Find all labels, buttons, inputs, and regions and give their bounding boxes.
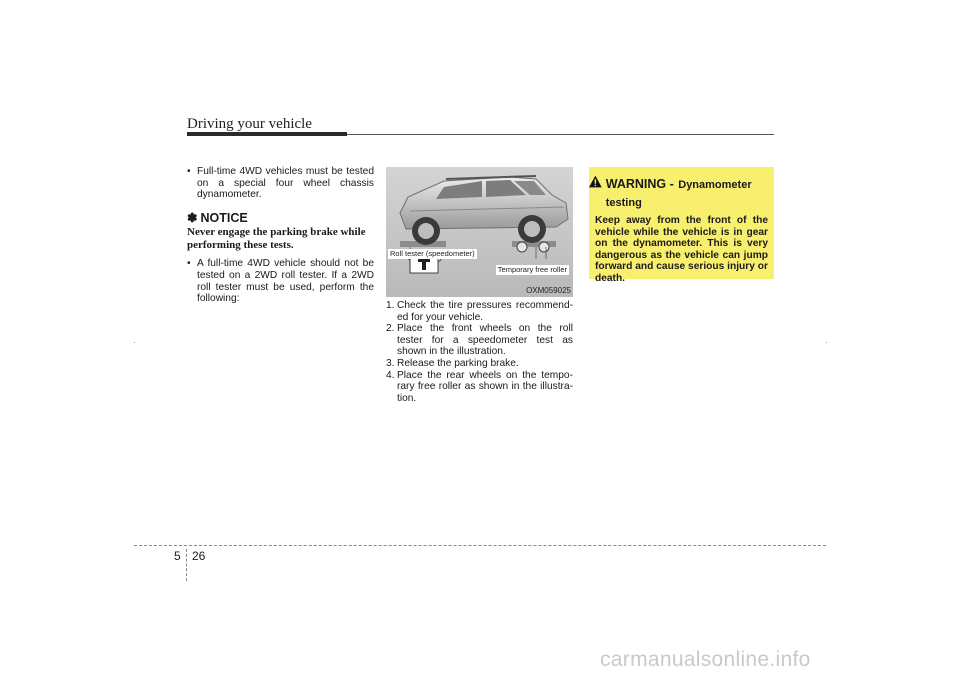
warning-triangle-icon <box>589 175 602 188</box>
header-rule-thin <box>347 134 774 135</box>
step-item: 4. Place the rear wheels on the tempo-rary free roller as shown in the illustra-tion. <box>386 369 573 404</box>
crop-mark <box>826 342 827 343</box>
warning-body: Keep away from the front of the vehicle while the vehicle is in gear on the dynamometer. This is very dangerous as the vehicle can jump forward and cause serious injury or death. <box>595 215 768 284</box>
chapter-number: 5 <box>174 549 181 563</box>
label-temporary-free-roller: Temporary free roller <box>497 265 567 274</box>
bullet-2wd-roll-tester: • A full-time 4WD vehicle should not be tested on a 2WD roll tester. If a 2WD roll tester must be used, perform the following: <box>187 258 374 304</box>
warning-title: WARNING - <box>605 177 674 191</box>
label-roll-tester: Roll tester (speedometer) <box>390 249 475 258</box>
warning-box <box>589 167 774 284</box>
figure-code: OXM059025 <box>526 286 571 295</box>
crop-mark <box>134 342 135 343</box>
notice-body: Never engage the parking brake while performing these tests. <box>187 226 366 251</box>
watermark: carmanualsonline.info <box>600 648 811 671</box>
procedure-steps <box>386 300 573 404</box>
page-number: 26 <box>192 549 206 563</box>
notice-heading <box>187 210 374 225</box>
suv-on-roll-tester-illustration <box>386 167 573 297</box>
step-item: 2. Place the front wheels on the roll tester for a speedometer test as shown in the illustration. <box>386 323 573 358</box>
roll-tester-figure <box>386 167 573 297</box>
warning-heading <box>589 175 774 211</box>
left-column <box>187 166 374 305</box>
footer-divider <box>186 549 187 581</box>
warning-subtitle: Dynamometer testing <box>605 179 752 209</box>
footer-rule <box>134 545 826 546</box>
step-item: 3. Release the parking brake. <box>386 357 519 369</box>
header-rule-thick <box>187 132 347 136</box>
notice-title: NOTICE <box>200 210 248 225</box>
step-item: 1. Check the tire pressures recommend-ed for your vehicle. <box>386 300 573 323</box>
bullet-4wd-dynamometer: • Full-time 4WD vehicles must be tested on a special four wheel chassis dynamometer. <box>187 166 374 201</box>
page-header-title: Driving your vehicle <box>187 116 312 132</box>
notice-star-icon: ✽ <box>187 210 198 225</box>
